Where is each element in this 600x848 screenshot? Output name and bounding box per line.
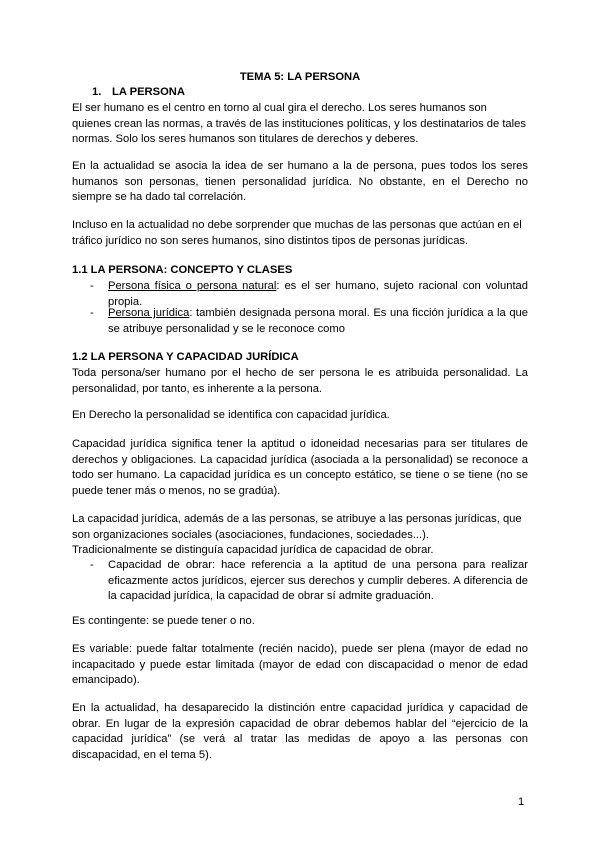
paragraph-contingente: Es contingente: se puede tener o no.: [72, 615, 255, 627]
section-1-number: 1.: [92, 86, 102, 98]
section-1-1-heading: 1.1 LA PERSONA: CONCEPTO Y CLASES: [72, 264, 293, 276]
list-item-capacidad-obrar: [90, 558, 528, 605]
paragraph-personas-juridicas-capacidad: La capacidad jurídica, además de a las personas, se atribuye a las personas jurídicas, que son organizaciones sociales (asociaciones, fundaciones, sociedades...).: [72, 513, 522, 541]
list-item-persona-juridica: [90, 306, 528, 337]
paragraph-persona: En la actualidad se asocia la idea de ser humano a la de persona, pues todos los seres humanos son personas, tienen personalidad jurídica. No obstante, en el Derecho no siempre se ha dado tal correlación.: [72, 160, 528, 203]
paragraph-intro: El ser humano es el centro en torno al cual gira el derecho. Los seres humanos son quienes crean las normas, a través de las instituciones políticas, y los destinatarios de tales normas. Solo los seres humanos son titulares de derechos y deberes.: [72, 102, 526, 145]
paragraph-personalidad: Toda persona/ser humano por el hecho de ser persona le es atribuida personalidad. La personalidad, por tanto, es inherente a la persona.: [72, 367, 528, 395]
section-1-2-heading: 1.2 LA PERSONA Y CAPACIDAD JURÍDICA: [72, 351, 299, 363]
paragraph-capacidad-juridica: Capacidad jurídica significa tener la aptitud o idoneidad necesarias para ser titulares de derechos y obligaciones. La capacidad jurídica (asociada a la personalidad) se reconoce a todo ser humano. La capacidad jurídica es un concepto estático, se tiene o se tiene (no se puede tener más o menos, no se gradúa).: [72, 438, 528, 497]
list-bullet: -: [90, 559, 94, 571]
definition-persona-fisica: : es el ser humano, sujeto racional con voluntad propia.: [108, 280, 528, 308]
section-1-heading: [92, 86, 185, 98]
definition-persona-juridica: : también designada persona moral. Es una ficción jurídica a la que se atribuye personalidad y se le reconoce como: [108, 307, 528, 335]
section-1-title: LA PERSONA: [112, 86, 185, 98]
paragraph-derecho-personalidad: En Derecho la personalidad se identifica con capacidad jurídica.: [72, 409, 390, 421]
term-persona-juridica: Persona jurídica: [108, 307, 190, 319]
list-bullet: -: [90, 280, 94, 292]
list-item-text: Capacidad de obrar: hace referencia a la aptitud de una persona para realizar eficazmente actos jurídicos, ejercer sus derechos y cumplir deberes. A diferencia de la capacidad jurídica, la capacidad de obrar sí admite graduación.: [108, 559, 528, 602]
paragraph-tradicionalmente: Tradicionalmente se distinguía capacidad jurídica de capacidad de obrar.: [72, 544, 434, 556]
list-item-text: [108, 306, 528, 337]
paragraph-personas-juridicas: Incluso en la actualidad no debe sorprender que muchas de las personas que actúan en el tráfico jurídico no son seres humanos, sino distintos tipos de personas jurídicas.: [72, 219, 522, 247]
paragraph-variable: Es variable: puede faltar totalmente (recién nacido), puede ser plena (mayor de edad no incapacitado y puede estar limitada (mayor de edad con discapacidad o menor de edad emancipado).: [72, 643, 528, 686]
list-bullet: -: [90, 307, 94, 319]
term-persona-fisica: Persona física o persona natural: [108, 280, 277, 292]
document-title: TEMA 5: LA PERSONA: [239, 71, 361, 83]
page-number: 1: [518, 796, 525, 808]
paragraph-actualidad: En la actualidad, ha desaparecido la distinción entre capacidad jurídica y capacidad de obrar. En lugar de la expresión capacidad de obrar debemos hablar del “ejercicio de la capacidad jurídica” (se verá al tratar las medidas de apoyo a las personas con discapacidad, en el tema 5).: [72, 702, 528, 761]
